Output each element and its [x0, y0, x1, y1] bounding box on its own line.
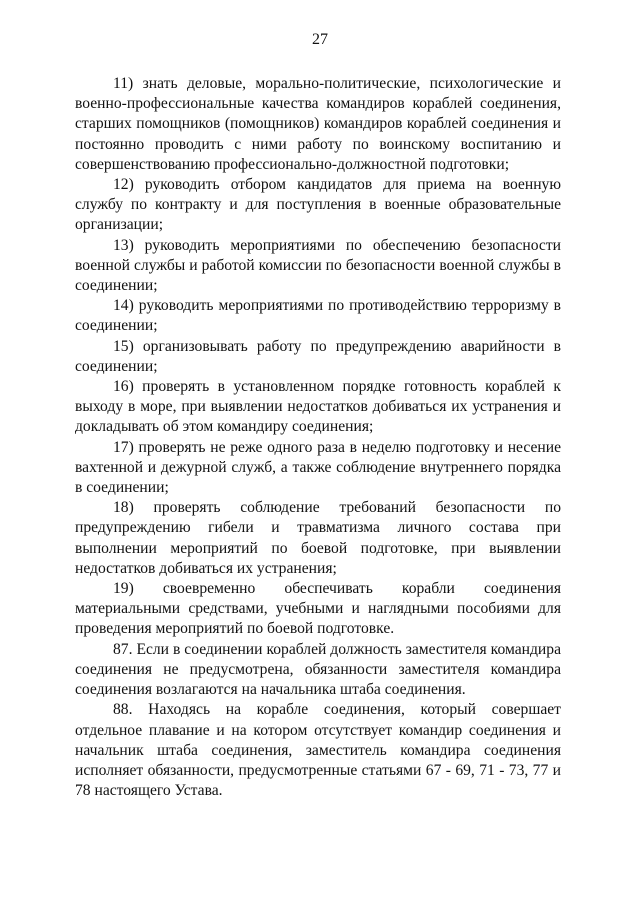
list-item-15: 15) организовывать работу по предупреждению аварийности в соединении;: [75, 337, 561, 375]
list-item-18: 18) проверять соблюдение требований безопасности по предупреждению гибели и травматизма личного состава при выполнении мероприятий по боевой подготовке, при выявлении недостатков добиваться их устранения;: [75, 499, 561, 577]
list-item-17: 17) проверять не реже одного раза в неделю подготовку и несение вахтенной и дежурной служб, а также соблюдение внутреннего порядка в соединении;: [75, 438, 561, 497]
article-87: 87. Если в соединении кораблей должность заместителя командира соединения не предусмотрена, обязанности заместителя командира соединения возлагаются на начальника штаба соединения.: [75, 640, 561, 699]
list-item-16: 16) проверять в установленном порядке готовность кораблей к выходу в море, при выявлении недостатков добиваться их устранения и докладывать об этом командиру соединения;: [75, 378, 561, 436]
page-number: 27: [312, 31, 328, 48]
document-body: [75, 74, 561, 801]
article-88: 88. Находясь на корабле соединения, который совершает отдельное плавание и на котором отсутствует командир соединения и начальник штаба соединения, заместитель командира соединения исполняет обязанности, предусмотренные статьями 67 - 69, 71 - 73, 77 и 78 настоящего Устава.: [75, 701, 561, 800]
list-item-11: 11) знать деловые, морально-политические, психологические и военно-профессиональные качества командиров кораблей соединения, старших помощников (помощников) командиров кораблей соединения и постоянно проводить с ними работу по воинскому воспитанию и совершенствованию профессионально-должностной подготовки;: [75, 75, 561, 173]
list-item-13: 13) руководить мероприятиями по обеспечению безопасности военной службы и работой комиссии по безопасности военной службы в соединении;: [75, 236, 561, 295]
list-item-19: 19) своевременно обеспечивать корабли соединения материальными средствами, учебными и наглядными пособиями для проведения мероприятий по боевой подготовке.: [75, 580, 561, 638]
list-item-14: 14) руководить мероприятиями по противодействию терроризму в соединении;: [75, 297, 561, 335]
list-item-12: 12) руководить отбором кандидатов для приема на военную службу по контракту и для поступления в военные образовательные организации;: [75, 176, 561, 234]
